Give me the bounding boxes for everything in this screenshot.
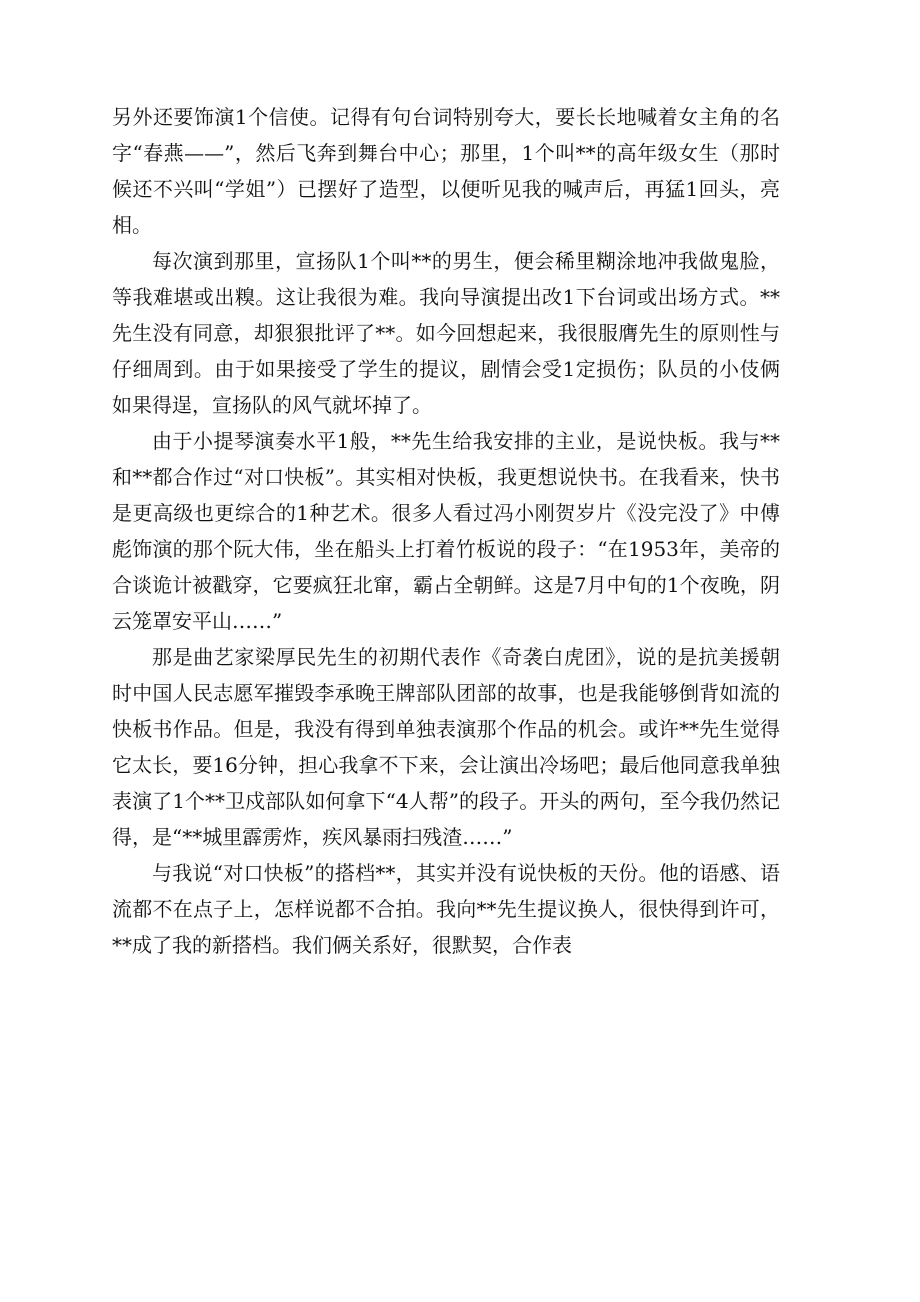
paragraph-5: 与我说“对口快板”的搭档**，其实并没有说快板的天份。他的语感、语流都不在点子上，怎样说都不合拍。我向**先生提议换人，很快得到许可，**成了我的新搭档。我们俩关系好，很默契，合作表: [112, 861, 780, 957]
document-page: [112, 99, 780, 963]
paragraph-4: 那是曲艺家梁厚民先生的初期代表作《奇袭白虎团》，说的是抗美援朝时中国人民志愿军摧毁李承晚王牌部队团部的故事，也是我能够倒背如流的快板书作品。但是，我没有得到单独表演那个作品的机会。或许**先生觉得它太长，要16分钟，担心我拿不下来，会让演出冷场吧；最后他同意我单独表演了1个**卫戍部队如何拿下“4人帮”的段子。开头的两句，至今我仍然记得，是“**城里霹雳炸，疾风暴雨扫残渣……”: [112, 645, 780, 849]
paragraph-2: 每次演到那里，宣扬队1个叫**的男生，便会稀里糊涂地冲我做鬼脸，等我难堪或出糗。这让我很为难。我向导演提出改1下台词或出场方式。**先生没有同意，却狠狠批评了**。如今回想起来，我很服膺先生的原则性与仔细周到。由于如果接受了学生的提议，剧情会受1定损伤；队员的小伎俩如果得逞，宣扬队的风气就坏掉了。: [112, 249, 780, 417]
paragraph-3: 由于小提琴演奏水平1般，**先生给我安排的主业，是说快板。我与**和**都合作过“对口快板”。其实相对快板，我更想说快书。在我看来，快书是更高级也更综合的1种艺术。很多人看过冯小刚贺岁片《没完没了》中傅彪饰演的那个阮大伟，坐在船头上打着竹板说的段子：“在1953年，美帝的合谈诡计被戳穿，它要疯狂北窜，霸占全朝鲜。这是7月中旬的1个夜晚，阴云笼罩安平山……”: [112, 429, 780, 633]
paragraph-1: 另外还要饰演1个信使。记得有句台词特别夸大，要长长地喊着女主角的名字“春燕——”，然后飞奔到舞台中心；那里，1个叫**的高年级女生（那时候还不兴叫“学姐”）已摆好了造型，以便听见我的喊声后，再猛1回头，亮相。: [112, 105, 780, 237]
